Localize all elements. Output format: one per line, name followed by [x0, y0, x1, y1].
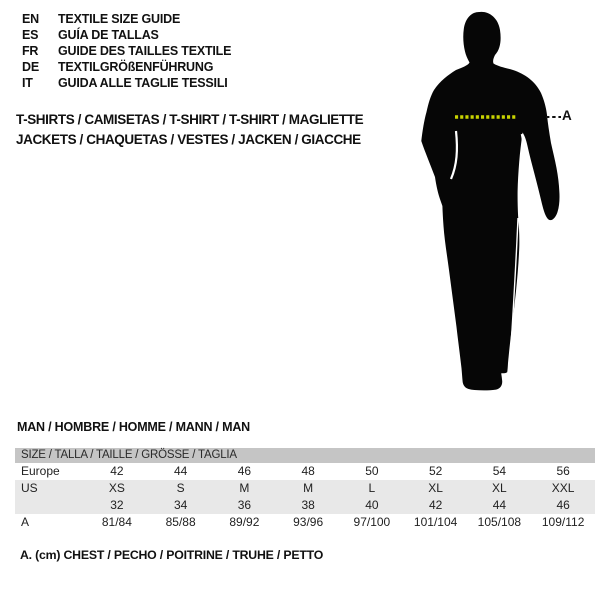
table-cell: 46: [237, 464, 252, 478]
row-label: [15, 497, 85, 514]
language-code: IT: [22, 76, 33, 90]
table-cell: 85/88: [165, 515, 196, 529]
size-table-header: SIZE / TALLA / TAILLE / GRÖSSE / TAGLIA: [15, 448, 595, 463]
category-line-tshirts: T-SHIRTS / CAMISETAS / T-SHIRT / T-SHIRT / MAGLIETTE: [16, 112, 364, 127]
language-row-fr: [22, 43, 231, 59]
language-label: GUÍA DE TALLAS: [58, 28, 159, 42]
table-cell: 42: [110, 464, 124, 478]
language-label: GUIDE DES TAILLES TEXTILE: [58, 44, 232, 58]
table-cell: S: [176, 481, 185, 495]
table-cell: 44: [492, 498, 507, 512]
measure-footnote: A. (cm) CHEST / PECHO / POITRINE / TRUHE / PETTO: [20, 548, 324, 562]
table-row: [15, 514, 595, 531]
table-cell: 101/104: [413, 515, 458, 529]
section-heading-man: MAN / HOMBRE / HOMME / MANN / MAN: [17, 420, 250, 434]
table-cell: 56: [556, 464, 570, 478]
table-cell: 54: [492, 464, 507, 478]
language-row-es: [22, 27, 231, 43]
man-silhouette-figure: [415, 0, 600, 400]
table-cell: L: [368, 481, 376, 495]
table-cell: 46: [556, 498, 570, 512]
table-cell: 50: [365, 464, 379, 478]
row-label: A: [21, 515, 30, 529]
table-cell: 32: [110, 498, 124, 512]
table-cell: XS: [108, 481, 125, 495]
table-cell: M: [303, 481, 314, 495]
language-row-de: [22, 59, 231, 75]
table-cell: 81/84: [101, 515, 132, 529]
man-silhouette-body: [421, 12, 559, 390]
table-cell: 105/108: [477, 515, 522, 529]
language-code: FR: [22, 44, 39, 58]
table-cell: 34: [173, 498, 188, 512]
language-row-it: [22, 75, 231, 91]
language-row-en: [22, 11, 231, 27]
language-code: ES: [22, 28, 39, 42]
language-label: TEXTILE SIZE GUIDE: [58, 12, 181, 26]
table-cell: 44: [173, 464, 188, 478]
table-row: [15, 480, 595, 497]
table-cell: XL: [428, 481, 443, 495]
category-line-jackets: JACKETS / CHAQUETAS / VESTES / JACKEN / GIACCHE: [16, 132, 361, 147]
language-label: TEXTILGRÖßENFÜHRUNG: [58, 60, 214, 74]
table-cell: 109/112: [541, 515, 585, 529]
table-cell: 42: [428, 498, 443, 512]
language-list: [22, 11, 231, 91]
garment-categories: [16, 110, 363, 150]
table-cell: 48: [301, 464, 315, 478]
table-cell: 97/100: [353, 515, 391, 529]
measure-label-a: A: [562, 108, 572, 123]
table-cell: 89/92: [229, 515, 260, 529]
table-row: [15, 497, 595, 514]
size-table-body: [15, 463, 595, 531]
table-cell: 40: [365, 498, 379, 512]
table-cell: XXL: [551, 481, 575, 495]
table-cell: 93/96: [293, 515, 324, 529]
table-cell: 52: [428, 464, 443, 478]
language-code: DE: [22, 60, 39, 74]
language-code: EN: [22, 12, 39, 26]
table-cell: 38: [301, 498, 315, 512]
man-silhouette: [415, 0, 600, 400]
table-cell: M: [239, 481, 250, 495]
size-table: [15, 448, 595, 531]
table-cell: XL: [492, 481, 507, 495]
row-label: US: [21, 481, 38, 495]
table-row: [15, 463, 595, 480]
language-label: GUIDA ALLE TAGLIE TESSILI: [58, 76, 228, 90]
row-label: Europe: [21, 464, 60, 478]
table-cell: 36: [237, 498, 252, 512]
